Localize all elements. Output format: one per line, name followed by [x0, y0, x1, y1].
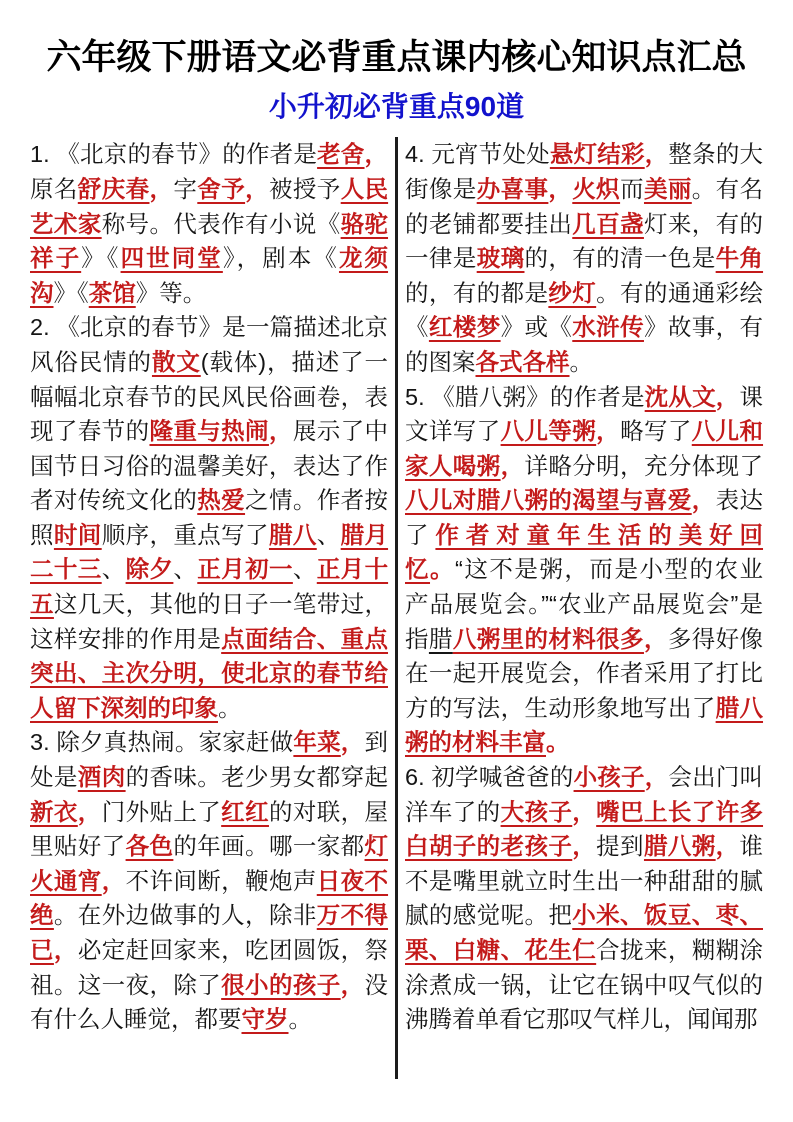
highlight-punctuation: ， — [715, 833, 740, 860]
body-text: 、 — [316, 521, 341, 548]
highlight-text: 大孩子 — [500, 798, 573, 825]
left-column — [30, 137, 388, 1036]
content-columns — [0, 137, 793, 1079]
body-text: 。 — [569, 348, 593, 375]
highlight-text: 腊八 — [268, 521, 317, 548]
highlight-punctuation: ， — [245, 175, 269, 202]
body-text: 这几天，其他的日子一笔带过，这样安排的作用是 — [30, 591, 389, 652]
highlight-punctuation: ， — [268, 418, 293, 445]
body-text: 顺序，重点写了 — [101, 521, 269, 548]
body-text: 》故事，有的图案 — [405, 314, 764, 375]
highlight-text: 时间 — [53, 521, 102, 548]
body-text: 、 — [101, 556, 126, 583]
highlight-text: 八粥里的材料很多 — [452, 625, 644, 652]
body-text: (载体)，描述了一幅幅北京春节的民风民俗画卷，表现了春节的 — [30, 348, 389, 445]
body-text: 会出门叫洋车了的 — [405, 764, 764, 825]
highlight-text: 火炽 — [572, 175, 621, 202]
highlight-punctuation: ， — [572, 833, 597, 860]
body-text: 原名 — [30, 175, 78, 202]
body-text: 必定赶回家来，吃团圆饭，祭祖。这一夜，除了 — [30, 937, 389, 998]
knowledge-item-2 — [30, 310, 388, 725]
highlight-text: 腊八粥的材料丰富 — [405, 694, 764, 756]
column-divider — [395, 137, 398, 1079]
body-text: 提到 — [596, 833, 644, 860]
body-text: 4. 元宵节处处 — [405, 141, 550, 168]
body-text: 。有的通通彩绘《 — [405, 279, 764, 341]
highlight-text: 正月初一 — [197, 556, 293, 583]
body-text: 》等。 — [135, 279, 207, 306]
body-text: 合拢来，糊糊涂涂煮成一锅，让它在锅中叹气似的沸腾着单看它那叹气样儿，闻闻那 — [405, 937, 764, 1033]
highlight-text: 老舍 — [317, 141, 365, 168]
highlight-text: 散文 — [151, 348, 201, 375]
highlight-punctuation: ， — [364, 141, 389, 168]
highlight-text: 作者对童年生活的美好回忆 — [405, 521, 764, 583]
body-text: 。有名的老铺都要挂出 — [405, 175, 764, 237]
body-text: 的对联，屋里贴好了 — [30, 798, 389, 860]
highlight-punctuation: ， — [340, 729, 365, 756]
body-text: 2. 《北京的春节》是一篇描述北京风俗民情的 — [30, 314, 388, 375]
highlight-text: 八儿和家人喝粥 — [405, 418, 764, 479]
body-text: 3. 除夕真热闹。家家赶做 — [30, 729, 294, 756]
highlight-text: 酒肉 — [77, 764, 126, 791]
highlight-text: 除夕 — [125, 556, 174, 583]
highlight-punctuation: ， — [101, 867, 126, 894]
highlight-punctuation: ， — [691, 487, 716, 514]
highlight-text: 办喜事 — [476, 175, 549, 202]
body-text: 表达了 — [405, 487, 764, 548]
highlight-text: 腊月二十三 — [30, 521, 389, 583]
highlight-text: 小孩子 — [573, 764, 645, 791]
body-text: 到处是 — [30, 729, 389, 791]
body-text: 。在外边做事的人，除非 — [53, 902, 317, 929]
highlight-punctuation: 。 — [430, 556, 456, 583]
highlight-text: 各色 — [125, 833, 174, 860]
highlight-text: 新衣 — [30, 798, 78, 825]
highlight-text: 美丽 — [643, 175, 692, 202]
body-text: 1. 《北京的春节》的作者是 — [30, 141, 318, 168]
body-text: “这不是粥，而是小型的农业产品展览会。”“农业产品展览会”是指 — [405, 556, 764, 652]
body-text: 称号。代表作有小说《 — [101, 210, 341, 237]
body-text: 。 — [218, 694, 242, 721]
knowledge-item-3 — [30, 725, 388, 1036]
highlight-text: 牛角 — [715, 245, 764, 272]
highlight-text: 茶馆 — [88, 279, 136, 306]
highlight-text: 守岁 — [241, 1006, 289, 1033]
highlight-text: 八儿等粥 — [500, 418, 597, 445]
highlight-punctuation: ， — [500, 452, 525, 479]
highlight-punctuation: ， — [548, 175, 573, 202]
highlight-punctuation: ， — [715, 383, 740, 410]
knowledge-item-6 — [405, 760, 763, 1037]
knowledge-item-5 — [405, 380, 763, 761]
highlight-text: 红楼梦 — [428, 314, 501, 341]
highlight-text: 悬灯结彩 — [549, 141, 645, 168]
body-text: 门外贴上了 — [101, 798, 222, 825]
highlight-text: 舒庆春 — [77, 175, 150, 202]
body-text: 多得好像在一起开展览会，作者采用了打比方的写法，生动形象地写出了 — [405, 625, 764, 721]
highlight-text: 热爱 — [197, 487, 246, 514]
page-subtitle: 小升初必背重点90道 — [268, 90, 525, 122]
body-text: 整条的大街像是 — [405, 141, 764, 202]
body-text: 6. 初学喊爸爸的 — [405, 764, 574, 791]
body-text: 详略分明，充分体现了 — [524, 452, 764, 479]
highlight-punctuation: ， — [149, 175, 174, 202]
highlight-punctuation: ， — [644, 141, 669, 168]
highlight-text: 沈从文 — [644, 383, 716, 410]
highlight-punctuation: ， — [340, 971, 365, 998]
highlight-text: 人民艺术家 — [30, 175, 389, 237]
body-text: 展示了中国节日习俗的温馨美好，表达了作者对传统文化的 — [30, 418, 389, 514]
body-text: 、 — [173, 556, 198, 583]
body-text: 灯来，有的一律是 — [405, 210, 764, 272]
body-text: 》《 — [81, 245, 121, 272]
highlight-punctuation: 。 — [546, 729, 570, 756]
highlight-text: 几百盏 — [572, 210, 644, 237]
highlight-text: 龙须沟 — [30, 245, 389, 306]
highlight-text: 小米、饭豆、枣、栗、白糖、花生仁 — [405, 902, 763, 963]
body-text: 、 — [292, 556, 317, 583]
body-text: 而 — [620, 175, 644, 202]
knowledge-item-1 — [30, 137, 388, 310]
highlight-text: 玻璃 — [476, 245, 525, 272]
highlight-text: 嘴巴上长了许多白胡子的老孩子 — [405, 798, 764, 860]
highlight-text: 水浒传 — [572, 314, 644, 341]
body-text: 》《 — [53, 279, 89, 306]
body-text: 5. 《腊八粥》的作者是 — [405, 383, 645, 410]
body-text: 》或《 — [500, 314, 573, 341]
body-text: 课文详写了 — [405, 383, 764, 445]
body-text: 被授予 — [269, 175, 341, 202]
highlight-text: 腊八粥 — [643, 833, 716, 860]
body-text: 不许间断，鞭炮声 — [125, 867, 317, 894]
highlight-text: 纱灯 — [548, 279, 597, 306]
body-text: 字 — [173, 175, 198, 202]
highlight-text: 舍予 — [197, 175, 246, 202]
body-text: 》，剧本《 — [222, 245, 339, 272]
highlight-text: 年菜 — [293, 729, 341, 756]
highlight-text: 灯火通宵 — [30, 833, 389, 894]
highlight-text: 各式各样 — [475, 348, 570, 375]
highlight-punctuation: ， — [53, 937, 78, 963]
body-text: 略写了 — [620, 418, 692, 445]
highlight-punctuation: ， — [77, 798, 102, 825]
highlight-punctuation: ， — [643, 625, 668, 652]
highlight-text: 骆驼祥子 — [30, 210, 389, 272]
highlight-text: 四世同堂 — [120, 245, 223, 272]
highlight-text: 日夜不绝 — [30, 867, 389, 929]
page-title: 六年级下册语文必背重点课内核心知识点汇总 — [46, 38, 747, 77]
body-text: 的年画。哪一家都 — [173, 833, 365, 860]
highlight-text: 红红 — [221, 798, 269, 825]
highlight-text: 隆重与热闹 — [149, 418, 269, 445]
body-text: 的，有的都是 — [405, 279, 549, 306]
body-text: 的，有的清一色是 — [524, 245, 716, 272]
body-text: 之情。作者按照 — [30, 487, 389, 548]
highlight-punctuation: ， — [572, 798, 597, 825]
highlight-text: 正月十五 — [30, 556, 389, 618]
body-text: 的香味。老少男女都穿起 — [125, 764, 389, 791]
highlight-punctuation: ， — [596, 418, 621, 445]
body-text: 谁不是嘴里就立时生出一种甜甜的腻腻的感觉呢。把 — [405, 833, 764, 929]
right-column — [405, 137, 763, 1036]
highlight-punctuation: ， — [644, 764, 669, 791]
highlight-text: 很小的孩子 — [221, 971, 341, 998]
underlined-text: 腊 — [428, 625, 453, 652]
highlight-text: 万不得已 — [30, 902, 389, 963]
body-text: 。 — [288, 1006, 312, 1033]
highlight-text: 八儿对腊八粥的渴望与喜爱 — [405, 487, 692, 514]
highlight-text: 点面结合、重点突出、主次分明，使北京的春节给人留下深刻的印象 — [30, 625, 389, 721]
knowledge-item-4 — [405, 137, 763, 379]
body-text: 没有什么人睡觉，都要 — [30, 971, 389, 1033]
